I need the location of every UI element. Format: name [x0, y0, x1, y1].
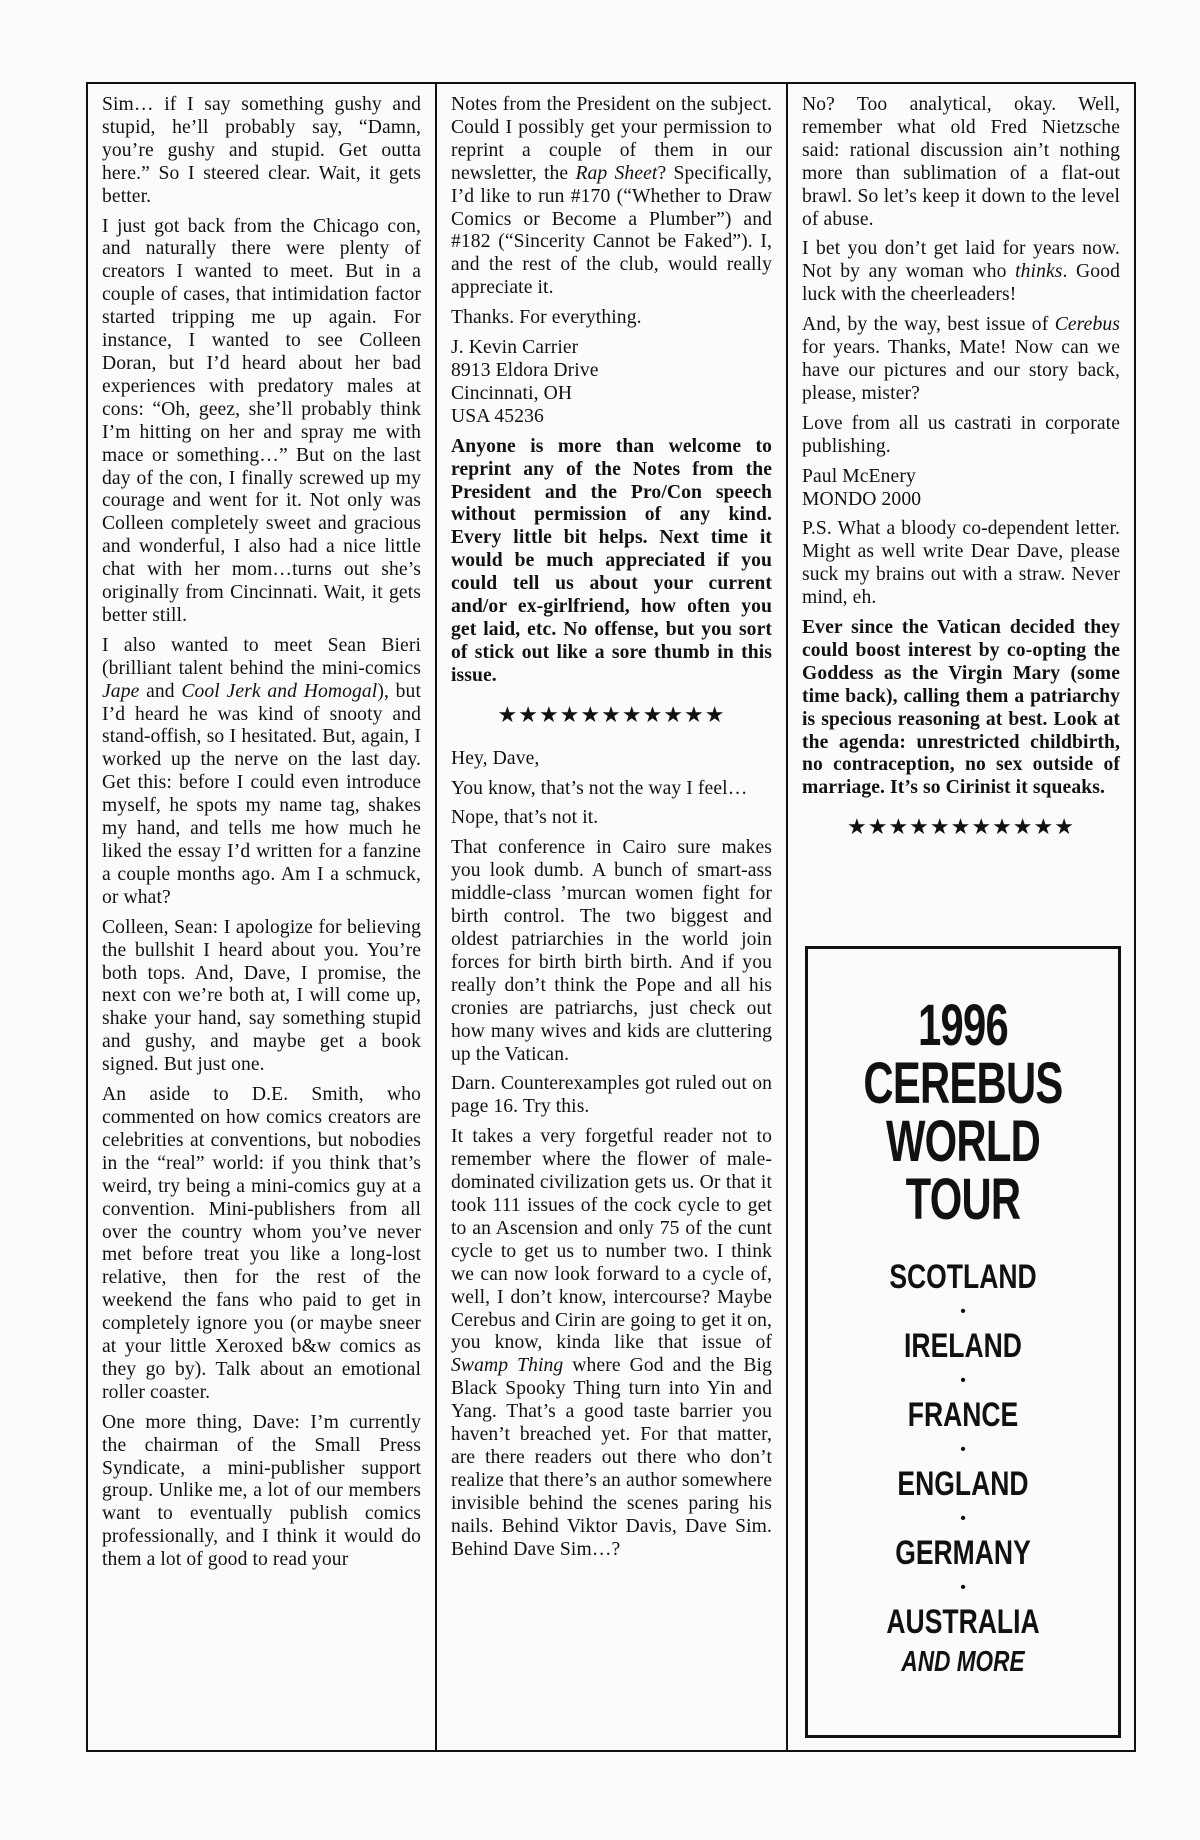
letter-paragraph	[451, 1073, 772, 1119]
ad-country: GERMANY	[895, 1534, 1031, 1572]
letter-paragraph	[102, 1412, 421, 1572]
text-run: ), but I’d heard he was kind of snooty and stand-offish, so I hesitated. But, again, I worked up the nerve on the last day. Get this: before I could even introduce myself, he spots my name tag, shakes my hand, and tells me how much he liked the essay I’d written for a fanzine a couple months ago. Am I a schmuck, or what?	[102, 680, 421, 908]
ad-and-more: AND MORE	[901, 1646, 1025, 1678]
letter-paragraph	[102, 635, 421, 910]
letter-paragraph	[802, 238, 1120, 307]
bullet-icon: •	[960, 1303, 966, 1320]
text-run: One more thing, Dave: I’m currently the chairman of the Small Press Syndicate, a mini-publisher support group. Unlike me, a lot of our members want to eventually publish comics professionally, and I think it would do them a lot of good to read your	[102, 1411, 421, 1571]
text-run: It takes a very forgetful reader not to remember where the flower of male-dominated civilization gets us. Or that it took 111 issues of the cock cycle to get to an Ascension and only 75 of the cunt cycle to get us to number two. I think we can now look forward to a cycle of, well, I don’t know, intercourse? Maybe Cerebus and Cirin are going to get it on, you know, kinda like that issue of	[451, 1126, 772, 1354]
italic-title: Swamp Thing	[451, 1355, 564, 1377]
text-run: Nope, that’s not it.	[451, 807, 599, 829]
ad-country: AUSTRALIA	[886, 1603, 1040, 1641]
ad-country-list	[808, 1259, 1118, 1640]
text-run: ★★★★★★★★★★★	[847, 814, 1075, 840]
text-run: Sim… if I say something gushy and stupid, he’ll probably say, “Damn, you’re gushy and stupid. Get outta here.” So I steered clear. Wait, it gets better.	[102, 94, 421, 207]
letter-paragraph	[102, 216, 421, 628]
letter-paragraph	[802, 518, 1120, 610]
signature-line: Paul McEnery	[802, 465, 916, 487]
letter-paragraph	[451, 307, 772, 330]
text-run: Love from all us castrati in corporate publishing.	[802, 412, 1120, 457]
text-run: and	[139, 680, 182, 702]
ad-title-line: WORLD	[885, 1109, 1041, 1174]
letter-paragraph	[451, 837, 772, 1066]
text-run: An aside to D.E. Smith, who commented on how comics creators are celebrities at conventions, but nobodies in the “real” world: if you think that’s weird, try being a mini-comics guy at a convention. Mini-publishers from all over the country whom you’ve never met before treat you like a long-lost relative, then for the rest of the weekend the fans who paid to get in completely ignore you (or maybe sneer at your little Xeroxed b&w comics as they go by). Talk about an emotional roller coaster.	[102, 1084, 421, 1403]
letter-paragraph	[451, 1126, 772, 1561]
ad-country: IRELAND	[904, 1327, 1022, 1365]
letter-paragraph	[102, 917, 421, 1077]
letter-paragraph	[802, 94, 1120, 231]
text-run: I bet you don’t get laid for years now. Not by any woman who	[802, 238, 1120, 283]
ad-title	[808, 993, 1118, 1232]
text-run: No? Too analytical, okay. Well, remember what old Fred Nietzsche said: rational discussion ain’t nothing more than sublimation of a flat-out brawl. So let’s keep it down to the level of abuse.	[802, 94, 1120, 230]
letter-paragraph	[451, 748, 772, 771]
letter-paragraph	[102, 94, 421, 209]
italic-title: Cool Jerk and Homogal	[181, 680, 378, 702]
signature-line: MONDO 2000	[802, 488, 922, 510]
signature-block	[451, 337, 772, 429]
signature-line: Cincinnati, OH	[451, 382, 573, 404]
letter-paragraph	[102, 1084, 421, 1405]
bullet-icon: •	[960, 1579, 966, 1596]
italic-title: Rap Sheet	[575, 162, 658, 184]
bullet-icon: •	[960, 1441, 966, 1458]
text-run: I also wanted to meet Sean Bieri (brilliant talent behind the mini-comics	[102, 634, 421, 679]
ad-country: ENGLAND	[897, 1465, 1029, 1503]
column-3	[788, 84, 1134, 1750]
signature-line: 8913 Eldora Drive	[451, 359, 599, 381]
text-run: ★★★★★★★★★★★	[497, 701, 726, 727]
letters-page-frame	[86, 82, 1136, 1752]
ad-country: FRANCE	[907, 1396, 1019, 1434]
text-run: ? Specifically, I’d like to run #170 (“Whether to Draw Comics or Become a Plumber”) and #182 (“Sincerity Cannot be Faked”). I, and the rest of the club, would really appreciate it.	[451, 162, 772, 299]
letter-paragraph	[802, 314, 1120, 406]
editor-reply	[451, 436, 772, 688]
ad-title-line: TOUR	[905, 1167, 1021, 1232]
italic-title: thinks	[1015, 261, 1063, 283]
text-run: where God and the Big Black Spooky Thing turn into Yin and Yang. That’s a good taste barrier you haven’t breached yet. For that matter, are there readers out there who don’t realize that there’s an author somewhere invisible behind the scenes paring his nails. Behind Viktor Davis, Dave Sim. Behind Dave Sim…?	[451, 1355, 772, 1560]
italic-title: Jape	[102, 680, 140, 702]
signature-block	[802, 466, 1120, 512]
ad-title-line: 1996	[917, 993, 1009, 1058]
letter-paragraph	[451, 778, 772, 801]
text-run: I just got back from the Chicago con, and naturally there were plenty of creators I wanted to meet. But in a couple of cases, that intimidation factor started tripping me up again. For instance, I wanted to see Colleen Doran, but I’d heard about her bad experiences with predatory males at cons: “Oh, geez, she’ll probably think I’m hitting on her and spray me with mace or something…” But on the last day of the con, I finally screwed up my courage and went for it. Not only was Colleen completely sweet and gracious and wonderful, I also had a nice little chat with her mom…turns out she’s originally from Cincinnati. Wait, it gets better still.	[102, 215, 421, 626]
world-tour-ad	[805, 946, 1121, 1738]
text-run: Darn. Counterexamples got ruled out on page 16. Try this.	[451, 1073, 772, 1118]
text-run: Notes from the President on the subject. Could I possibly get your permission to reprint a couple of them in our newsletter, the	[451, 94, 772, 184]
text-run: You know, that’s not the way I feel…	[451, 777, 748, 799]
star-divider	[451, 702, 772, 728]
signature-line: USA 45236	[451, 405, 544, 427]
column-2	[437, 84, 788, 1750]
text-run: for years. Thanks, Mate! Now can we have our pictures and our story back, please, mister?	[802, 337, 1120, 404]
text-run: Colleen, Sean: I apologize for believing the bullshit I heard about you. You’re both tops. And, Dave, I promise, the next con we’re both at, I will come up, shake your hand, say something stupid and gushy, and maybe get a book signed. But just one.	[102, 916, 421, 1076]
editor-reply	[802, 617, 1120, 800]
text-run: That conference in Cairo sure makes you look dumb. A bunch of smart-ass middle-class ’murcan women fight for birth control. The two biggest and oldest patriarchies in the world join forces for birth birth birth. And if you really don’t think the Pope and all his cronies are patriarchs, just check out how many wives and kids are cluttering up the Vatican.	[451, 837, 772, 1065]
text-run: And, by the way, best issue of	[802, 314, 1055, 336]
text-run: Thanks. For everything.	[451, 307, 642, 329]
text-run: Ever since the Vatican decided they could boost interest by co-opting the Goddess as the Virgin Mary (some time back), calling them a patriarchy is specious reasoning at best. Look at the agenda: unrestricted childbirth, no contraception, no sex outside of marriage. It’s so Cirinist it squeaks.	[802, 617, 1120, 799]
letter-paragraph	[451, 94, 772, 300]
italic-title: Cerebus	[1054, 314, 1120, 336]
text-run: P.S. What a bloody co-dependent letter. Might as well write Dear Dave, please suck my brains out with a straw. Never mind, eh.	[802, 518, 1120, 609]
text-run: Anyone is more than welcome to reprint any of the Notes from the President and the Pro/Con speech without permission of any kind. Every little bit helps. Next time it would be much appreciated if you could tell us about your current and/or ex-girlfriend, how often you get laid, etc. No offense, but you sort of stick out like a sore thumb in this issue.	[451, 435, 772, 686]
letter-paragraph	[802, 413, 1120, 459]
star-divider	[802, 814, 1120, 840]
text-run: Hey, Dave,	[451, 747, 540, 769]
letter-paragraph	[451, 807, 772, 830]
ad-country: SCOTLAND	[889, 1258, 1037, 1296]
bullet-icon: •	[960, 1372, 966, 1389]
signature-line: J. Kevin Carrier	[451, 337, 579, 359]
text-run: . Good luck with the cheerleaders!	[802, 261, 1120, 306]
column-1	[88, 84, 437, 1750]
ad-title-line: CEREBUS	[863, 1051, 1063, 1116]
bullet-icon: •	[960, 1510, 966, 1527]
